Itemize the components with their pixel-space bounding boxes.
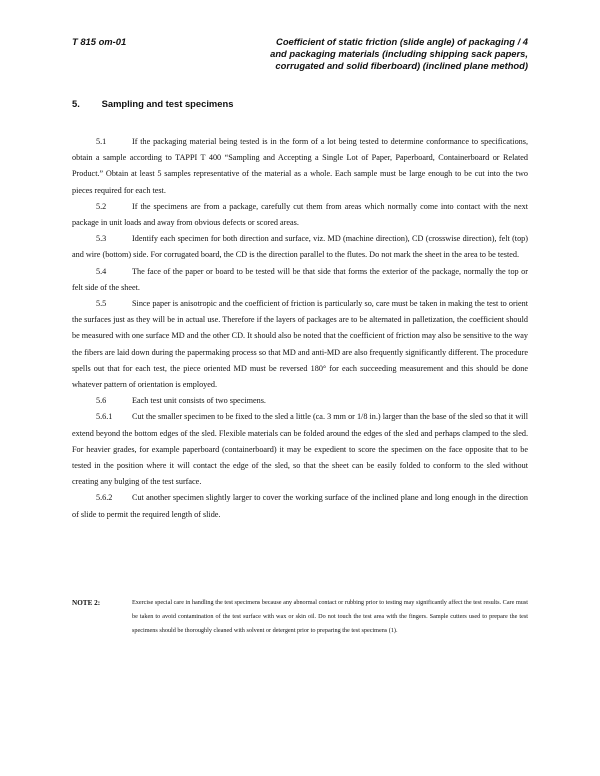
section-heading [72,98,233,110]
section-number: 5. [72,98,80,109]
paragraph-number: 5.3 [96,234,107,244]
paragraph-text: Each test unit consists of two specimens. [132,396,266,406]
paragraph-number: 5.6.1 [96,412,113,422]
running-title-line: Coefficient of static friction (slide angle) of packaging / 4 [276,36,528,47]
running-title [198,36,528,72]
paragraph-text: Cut the smaller specimen to be fixed to the sled a little (ca. 3 mm or 1/8 in.) larger than the base of the sled so that it will extend beyond the bottom edges of the sled. Flexible materials can be folded around the edges of the sled and perhaps clamped to the sled. For heavier grades, for example paperboard (containerboard) it may be expedient to score the specimen on the face opposite that to be tested in the position where it will contact the edge of the sled, so that the sheet can be easily folded to conform to the sled without creating any bulging of the test surface. [72,412,528,487]
paragraph-5-3 [72,231,528,263]
document-code: T 815 om-01 [72,36,127,47]
paragraph-number: 5.1 [96,137,107,146]
paragraph-number: 5.5 [96,299,107,309]
paragraph-number: 5.6.2 [96,493,113,503]
paragraph-5-4 [72,264,528,296]
paragraph-text: Since paper is anisotropic and the coefficient of friction is particularly so, care must be taken in making the test to orient the surfaces just as they will be in actual use. Therefore if the layers of packages are to be alternated in palletization, the coefficient should be measured with one surface MD and the other CD. It should also be noted that the coefficient of friction may also be sensitive to the way the fibers are laid down during the papermaking process so that MD and anti-MD are also frequently significantly different. The procedure spells out that for each test, the piece oriented MD must be reversed 180° for each succeeding measurement and this should be done whatever pattern of orientation is employed. [72,299,528,390]
paragraph-5-6 [72,393,528,409]
paragraph-5-6-1 [72,409,528,490]
note-text: Exercise special care in handling the test specimens because any abnormal contact or rubbing prior to testing may significantly affect the test results. Care must be taken to avoid contamination of the test surface with wax or skin oil. Do not touch the test area with the fingers. Sample cutters used to prepare the test specimens should be thoroughly cleaned with solvent or detergent prior to preparing the test specimens (1). [132,599,528,634]
paragraph-text: Identify each specimen for both direction and surface, viz. MD (machine direction), CD (crosswise direction), felt (top) and wire (bottom) side. For corrugated board, the CD is the direction parallel to the flutes. Do not mark the sheet in the area to be tested. [72,234,528,260]
paragraph-5-5 [72,296,528,393]
paragraph-5-2 [72,199,528,231]
paragraph-number: 5.4 [96,266,107,276]
note-label: NOTE 2: [72,599,101,607]
paragraph-5-1 [72,134,528,199]
paragraph-text: If the specimens are from a package, carefully cut them from areas which normally come into contact with the next package in unit loads and away from obvious defects or scored areas. [72,201,528,228]
section-body [72,134,528,523]
paragraph-number: 5.2 [96,201,107,211]
section-title: Sampling and test specimens [101,98,234,109]
paragraph-number: 5.6 [96,396,107,406]
running-title-line: corrugated and solid fiberboard) (inclined plane method) [275,60,528,71]
paragraph-text: If the packaging material being tested is in the form of a lot being tested to determine conformance to specifications, obtain a sample according to TAPPI T 400 “Sampling and Accepting a Single Lot of Paper, Paperboard, Containerboard or Related Product.” Obtain at least 5 samples representative of the material as a whole. Each sample must be large enough to be cut into the two pieces required for each test. [72,137,528,195]
paragraph-5-6-2 [72,490,528,522]
running-title-line: and packaging materials (including shipping sack papers, [270,48,528,59]
paragraph-text: The face of the paper or board to be tested will be that side that forms the exterior of the package, normally the top or felt side of the sheet. [72,266,528,292]
paragraph-text: Cut another specimen slightly larger to cover the working surface of the inclined plane and long enough in the direction of slide to permit the required length of slide. [72,493,528,519]
